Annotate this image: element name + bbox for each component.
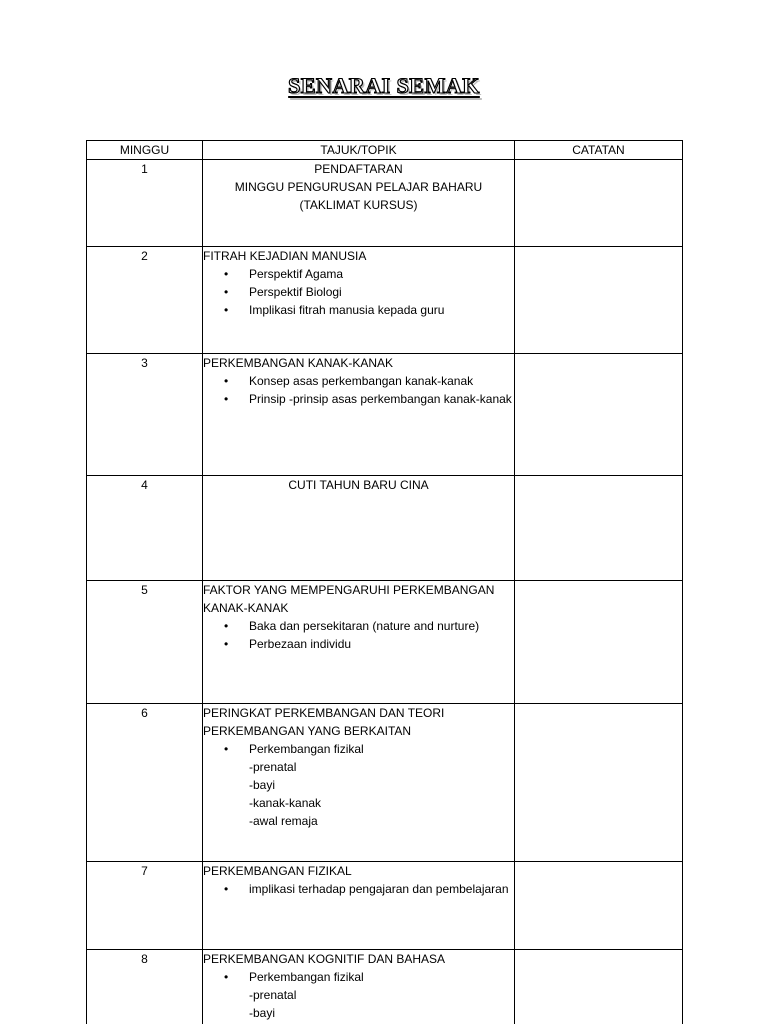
topic-heading: FITRAH KEJADIAN MANUSIA bbox=[203, 249, 367, 263]
column-header-notes: CATATAN bbox=[515, 141, 683, 160]
sub-item: -prenatal bbox=[249, 760, 297, 774]
bullet-text: Perbezaan individu bbox=[249, 637, 352, 651]
bullet-item bbox=[203, 390, 514, 408]
notes-cell bbox=[515, 862, 683, 950]
topic-line: PENDAFTARAN bbox=[314, 162, 403, 176]
bullet-icon: • bbox=[224, 619, 229, 633]
column-header-topic: TAJUK/TOPIK bbox=[203, 141, 515, 160]
topic-cell bbox=[203, 950, 515, 1024]
notes-cell bbox=[515, 247, 683, 354]
bullet-item bbox=[203, 880, 514, 898]
topic-heading: PERINGKAT PERKEMBANGAN DAN TEORI PERKEMBANGAN YANG BERKAITAN bbox=[203, 706, 445, 738]
topic-heading: FAKTOR YANG MEMPENGARUHI PERKEMBANGAN KANAK-KANAK bbox=[203, 583, 495, 615]
notes-cell bbox=[515, 581, 683, 704]
bullet-icon: • bbox=[224, 392, 229, 406]
table-row bbox=[87, 160, 683, 247]
bullet-text: Perkembangan fizikal bbox=[249, 970, 364, 984]
topic-bullet-list bbox=[203, 265, 514, 319]
topic-cell bbox=[203, 581, 515, 704]
table-row bbox=[87, 950, 683, 1024]
bullet-item bbox=[203, 617, 514, 635]
sub-item: -awal remaja bbox=[249, 814, 318, 828]
topic-bullet-list bbox=[203, 617, 514, 653]
week-number-cell: 7 bbox=[87, 862, 203, 950]
table-row bbox=[87, 862, 683, 950]
bullet-icon: • bbox=[224, 267, 229, 281]
week-number-cell: 6 bbox=[87, 704, 203, 862]
sub-item: -bayi bbox=[249, 1006, 276, 1020]
bullet-text: implikasi terhadap pengajaran dan pembelajaran bbox=[249, 882, 509, 896]
notes-cell bbox=[515, 704, 683, 862]
sub-item: -kanak-kanak bbox=[249, 796, 322, 810]
topic-heading: PERKEMBANGAN FIZIKAL bbox=[203, 864, 352, 878]
week-number-cell: 5 bbox=[87, 581, 203, 704]
topic-cell bbox=[203, 354, 515, 476]
week-number-cell: 3 bbox=[87, 354, 203, 476]
table-row bbox=[87, 247, 683, 354]
bullet-text: Prinsip -prinsip asas perkembangan kanak-kanak bbox=[249, 392, 512, 406]
bullet-text: Perspektif Biologi bbox=[249, 285, 342, 299]
bullet-icon: • bbox=[224, 970, 229, 984]
topic-heading: PERKEMBANGAN KOGNITIF DAN BAHASA bbox=[203, 952, 446, 966]
topic-bullet-list bbox=[203, 740, 514, 758]
topic-cell bbox=[203, 862, 515, 950]
topic-bullet-list bbox=[203, 372, 514, 408]
table-row bbox=[87, 581, 683, 704]
bullet-item bbox=[203, 283, 514, 301]
topic-cell bbox=[203, 704, 515, 862]
week-number-cell: 8 bbox=[87, 950, 203, 1024]
topic-heading: PERKEMBANGAN KANAK-KANAK bbox=[203, 356, 394, 370]
table-header-row bbox=[87, 141, 683, 160]
table-row bbox=[87, 476, 683, 581]
week-number-cell: 4 bbox=[87, 476, 203, 581]
bullet-text: Perspektif Agama bbox=[249, 267, 344, 281]
bullet-icon: • bbox=[224, 374, 229, 388]
bullet-text: Perkembangan fizikal bbox=[249, 742, 364, 756]
notes-cell bbox=[515, 354, 683, 476]
bullet-item bbox=[203, 740, 514, 758]
topic-bullet-list bbox=[203, 968, 514, 986]
checklist-table bbox=[86, 140, 683, 1024]
topic-bullet-list bbox=[203, 880, 514, 898]
bullet-icon: • bbox=[224, 742, 229, 756]
topic-cell bbox=[203, 160, 515, 247]
week-number-cell: 1 bbox=[87, 160, 203, 247]
topic-cell: CUTI TAHUN BARU CINA bbox=[203, 476, 515, 581]
notes-cell bbox=[515, 476, 683, 581]
topic-line: (TAKLIMAT KURSUS) bbox=[299, 198, 418, 212]
sub-item: -prenatal bbox=[249, 988, 297, 1002]
bullet-item bbox=[203, 265, 514, 283]
bullet-item bbox=[203, 968, 514, 986]
table-row bbox=[87, 354, 683, 476]
topic-cell bbox=[203, 247, 515, 354]
bullet-icon: • bbox=[224, 882, 229, 896]
sub-item: -bayi bbox=[249, 778, 276, 792]
bullet-icon: • bbox=[224, 285, 229, 299]
bullet-item bbox=[203, 635, 514, 653]
bullet-icon: • bbox=[224, 637, 229, 651]
table-row bbox=[87, 704, 683, 862]
document-title: SENARAI SEMAK bbox=[288, 73, 480, 98]
column-header-week: MINGGU bbox=[87, 141, 203, 160]
bullet-text: Baka dan persekitaran (nature and nurture) bbox=[249, 619, 480, 633]
week-number-cell: 2 bbox=[87, 247, 203, 354]
topic-line: MINGGU PENGURUSAN PELAJAR BAHARU bbox=[234, 180, 483, 194]
bullet-item bbox=[203, 301, 514, 319]
notes-cell bbox=[515, 950, 683, 1024]
bullet-item bbox=[203, 372, 514, 390]
bullet-text: Konsep asas perkembangan kanak-kanak bbox=[249, 374, 474, 388]
bullet-icon: • bbox=[224, 303, 229, 317]
notes-cell bbox=[515, 160, 683, 247]
bullet-text: Implikasi fitrah manusia kepada guru bbox=[249, 303, 445, 317]
